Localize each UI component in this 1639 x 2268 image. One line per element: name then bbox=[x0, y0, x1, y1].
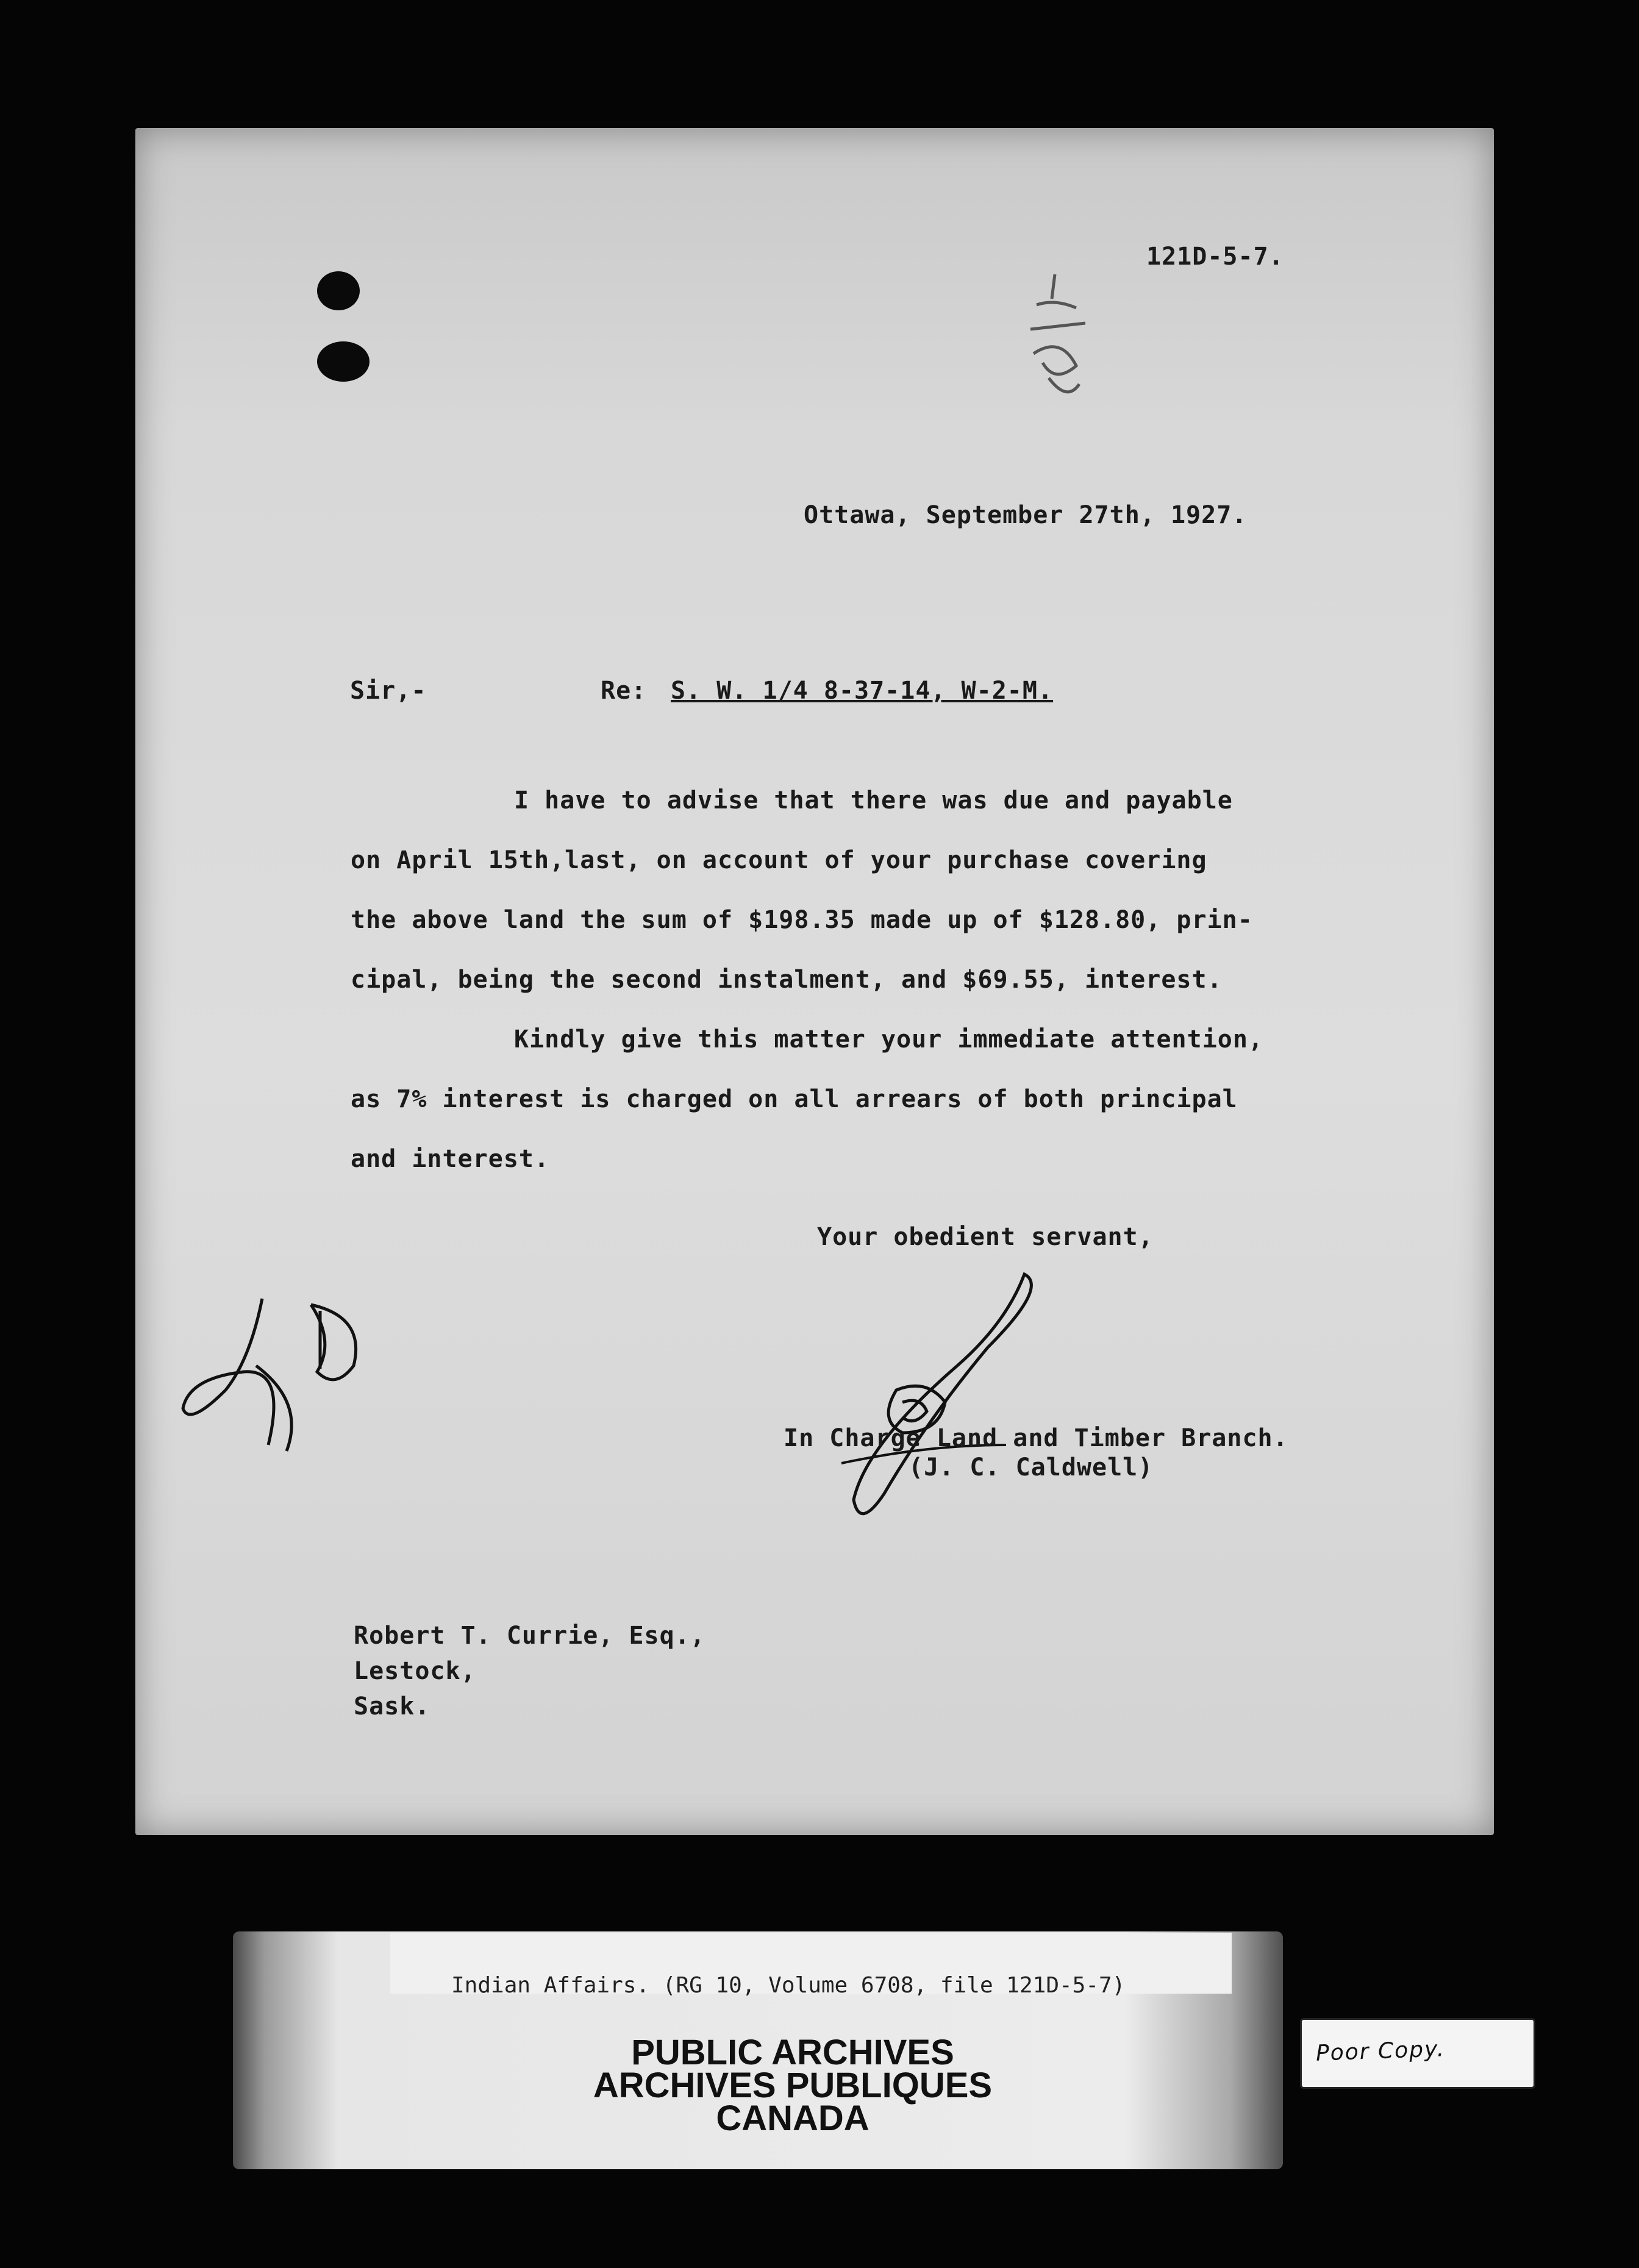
file-reference: 121D-5-7. bbox=[1146, 243, 1284, 271]
pencil-stamp-mark bbox=[1018, 262, 1098, 415]
signature bbox=[805, 1262, 1061, 1530]
punch-hole-top bbox=[317, 271, 360, 310]
body-line: on April 15th,last, on account of your purchase covering bbox=[351, 846, 1207, 874]
body-line: the above land the sum of $198.35 made up of $128.80, prin- bbox=[351, 906, 1253, 934]
body-line: I have to advise that there was due and payable bbox=[514, 786, 1233, 815]
signature-title: In Charge Land and Timber Branch. bbox=[784, 1424, 1288, 1452]
body-line: and interest. bbox=[351, 1145, 550, 1173]
signature-name: (J. C. Caldwell) bbox=[909, 1453, 1154, 1482]
archive-name-line: CANADA bbox=[716, 2099, 869, 2138]
margin-initials bbox=[165, 1268, 396, 1469]
re-prefix: Re: bbox=[601, 677, 647, 705]
body-line: Kindly give this matter your immediate attention, bbox=[514, 1025, 1264, 1054]
archive-name-line: PUBLIC ARCHIVES bbox=[631, 2033, 954, 2072]
poor-copy-text: Poor Copy. bbox=[1315, 2036, 1446, 2066]
archive-caption: Indian Affairs. (RG 10, Volume 6708, file 121D-5-7) bbox=[451, 1973, 1126, 1998]
closing: Your obedient servant, bbox=[817, 1223, 1154, 1251]
archive-name-line: ARCHIVES PUBLIQUES bbox=[593, 2066, 993, 2105]
addressee-line: Sask. bbox=[354, 1692, 430, 1721]
addressee-line: Robert T. Currie, Esq., bbox=[354, 1622, 705, 1650]
body-line: as 7% interest is charged on all arrears of both principal bbox=[351, 1085, 1238, 1113]
salutation: Sir,- bbox=[350, 677, 427, 705]
addressee-line: Lestock, bbox=[354, 1657, 476, 1685]
punch-hole-bottom bbox=[317, 341, 370, 382]
re-subject: S. W. 1/4 8-37-14, W-2-M. bbox=[671, 677, 1054, 705]
place-date: Ottawa, September 27th, 1927. bbox=[804, 501, 1248, 529]
body-line: cipal, being the second instalment, and $69.55, interest. bbox=[351, 966, 1223, 994]
